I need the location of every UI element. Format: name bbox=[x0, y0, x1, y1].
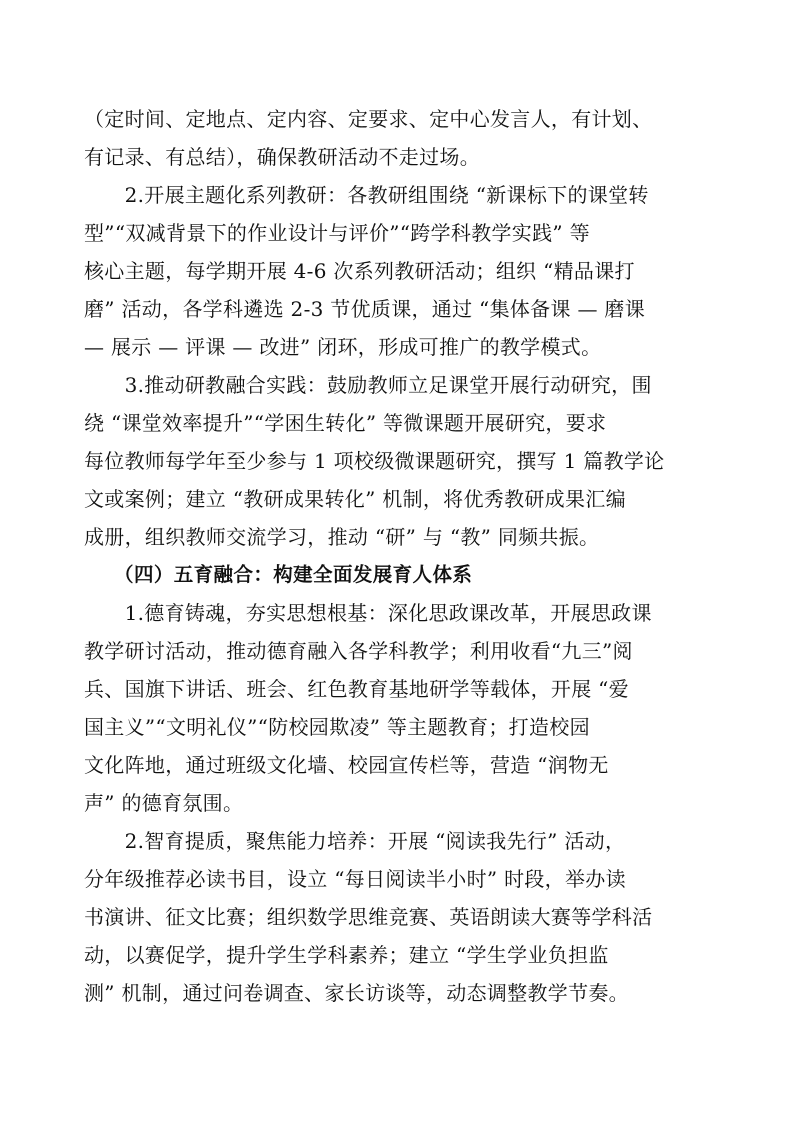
text-line: 磨” 活动，各学科遴选 2-3 节优质课，通过 “集体备课 — 磨课 bbox=[84, 297, 645, 321]
document-body bbox=[84, 100, 712, 1012]
section-heading: （四）五育融合：构建全面发展育人体系 bbox=[84, 563, 473, 586]
text-line: — 展示 — 评课 — 改进” 闭环，形成可推广的教学模式。 bbox=[84, 335, 602, 359]
text-line: 文化阵地，通过班级文化墙、校园宣传栏等，营造 “润物无 bbox=[84, 753, 609, 777]
text-line: 声” 的德育氛围。 bbox=[84, 791, 244, 815]
text-line: 有记录、有总结），确保教研活动不走过场。 bbox=[84, 145, 480, 169]
text-line: 每位教师每学年至少参与 1 项校级微课题研究，撰写 1 篇教学论 bbox=[84, 449, 665, 473]
text-line: 核心主题，每学期开展 4-6 次系列教研活动；组织 “精品课打 bbox=[84, 259, 635, 283]
text-line: 1.德育铸魂，夯实思想根基：深化思政课改革，开展思政课 bbox=[84, 601, 652, 625]
text-line: 教学研讨活动，推动德育融入各学科教学；利用收看“九三”阅 bbox=[84, 639, 633, 663]
text-line: 国主义”“文明礼仪”“防校园欺凌” 等主题教育；打造校园 bbox=[84, 715, 590, 739]
text-line: 测” 机制，通过问卷调查、家长访谈等，动态调整教学节奏。 bbox=[84, 981, 629, 1005]
text-line: 3.推动研教融合实践：鼓励教师立足课堂开展行动研究，围 bbox=[84, 373, 652, 397]
text-line: 成册，组织教师交流学习，推动 “研” 与 “教” 同频共振。 bbox=[84, 525, 600, 549]
text-line: 动，以赛促学，提升学生学科素养；建立 “学生学业负担监 bbox=[84, 943, 609, 967]
text-line: 2.开展主题化系列教研：各教研组围绕 “新课标下的课堂转 bbox=[84, 183, 649, 207]
text-line: 书演讲、征文比赛；组织数学思维竞赛、英语朗读大赛等学科活 bbox=[84, 905, 653, 929]
text-line: （定时间、定地点、定内容、定要求、定中心发言人，有计划、 bbox=[84, 107, 653, 131]
text-line: 兵、国旗下讲话、班会、红色教育基地研学等载体，开展 “爱 bbox=[84, 677, 629, 701]
text-line: 型”“双减背景下的作业设计与评价”“跨学科教学实践” 等 bbox=[84, 221, 590, 245]
text-line: 文或案例；建立 “教研成果转化” 机制，将优秀教研成果汇编 bbox=[84, 487, 626, 511]
text-line: 绕 “课堂效率提升”“学困生转化” 等微课题开展研究，要求 bbox=[84, 411, 607, 435]
text-line: 2.智育提质，聚焦能力培养：开展 “阅读我先行” 活动， bbox=[84, 829, 626, 853]
text-line: 分年级推荐必读书目，设立 “每日阅读半小时” 时段，举办读 bbox=[84, 867, 626, 891]
